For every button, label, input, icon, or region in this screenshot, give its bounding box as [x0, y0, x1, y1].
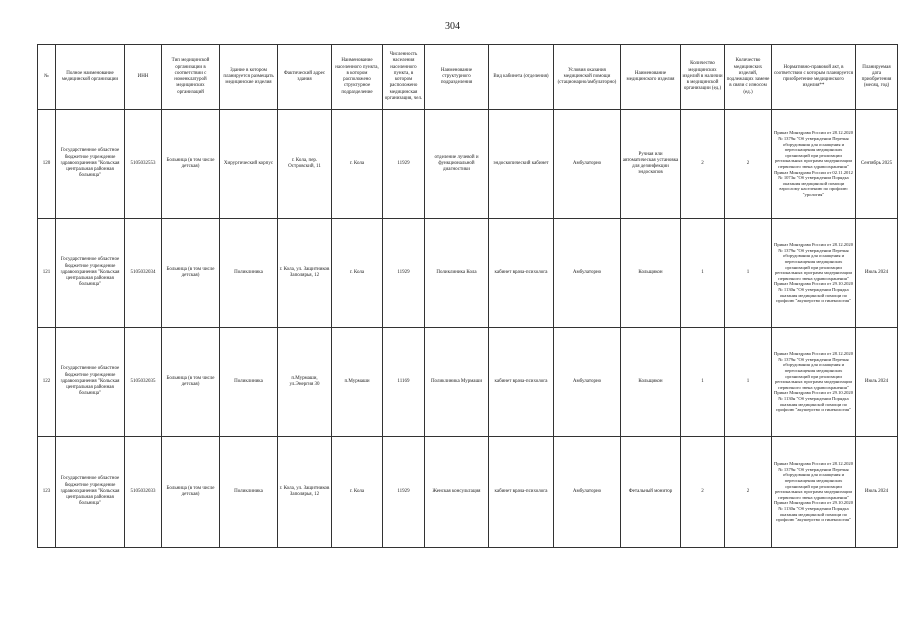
cell-device: Фетальный монитор	[621, 437, 681, 548]
cell-building: Хирургический корпус	[220, 110, 278, 219]
cell-unit: Поликлиника Кола	[425, 219, 489, 328]
cell-building: Поликлиника	[220, 437, 278, 548]
header-locality: Наименование населенного пункта, в котором расположено структурное подразделение	[332, 45, 383, 110]
table-body	[38, 110, 898, 548]
cell-cabinet: эндоскопический кабинет	[489, 110, 554, 219]
cell-planned-date: Сентябрь 2025	[856, 110, 898, 219]
cell-population: 11929	[383, 219, 425, 328]
cell-building: Поликлиника	[220, 328, 278, 437]
cell-conditions: Амбулаторно	[554, 219, 621, 328]
header-qty-have: Количество медицинских изделий в наличии в медицинской организации (ед.)	[681, 45, 725, 110]
cell-qty-have: 2	[681, 437, 725, 548]
header-qty-replace: Количество медицинских изделий, подлежащих замене в связи с износом (ед.)	[725, 45, 772, 110]
table-row	[38, 328, 898, 437]
cell-org-name: Государственное областное бюджетное учреждение здравоохранения "Кольская центральная районная больница"	[56, 110, 125, 219]
cell-org-type: Больница (в том числе детская)	[162, 437, 220, 548]
table-row	[38, 219, 898, 328]
header-number: №	[38, 45, 56, 110]
cell-building: Поликлиника	[220, 219, 278, 328]
table-row	[38, 437, 898, 548]
cell-unit: отделение лучевой и функциональной диагностики	[425, 110, 489, 219]
cell-device: Ручная или автоматическая установка для дезинфекции эндоскопов	[621, 110, 681, 219]
cell-locality: п.Мурмаши	[332, 328, 383, 437]
cell-cabinet: кабинет врача-психолога	[489, 219, 554, 328]
cell-legal-act: Приказ Минздрава России от 28.12.2020 № 1379н "Об утверждении Перечня оборудования для оснащения и переоснащения медицинских организаций при реализации региональных программ модернизации первичного звена здравоохранения" Приказ Минздрава России от 02.11.2012 № 1073н "Об утверждении Порядка оказания медицинской помощи взрослому населению по профилю "урология"	[772, 110, 856, 219]
cell-org-name: Государственное областное бюджетное учреждение здравоохранения "Кольская центральная районная больница"	[56, 328, 125, 437]
cell-device: Кольщикон	[621, 328, 681, 437]
header-unit: Наименование структурного подразделения	[425, 45, 489, 110]
header-building: Здание в котором планируется размещать медицинские изделия	[220, 45, 278, 110]
cell-legal-act: Приказ Минздрава России от 28.12.2020 № 1379н "Об утверждении Перечня оборудования для оснащения и переоснащения медицинских организаций при реализации региональных программ модернизации первичного звена здравоохранения" Приказ Минздрава России от 29.10.2020 № 1130н "Об утверждении Порядка оказания медицинской помощи по профилю "акушерство и гинекология"	[772, 437, 856, 548]
cell-qty-have: 1	[681, 328, 725, 437]
cell-qty-have: 1	[681, 219, 725, 328]
table-header	[38, 45, 898, 110]
cell-org-name: Государственное областное бюджетное учреждение здравоохранения "Кольская центральная районная больница"	[56, 219, 125, 328]
header-row	[38, 45, 898, 110]
cell-org-name: Государственное областное бюджетное учреждение здравоохранения "Кольская центральная районная больница"	[56, 437, 125, 548]
cell-qty-replace: 1	[725, 328, 772, 437]
cell-legal-act: Приказ Минздрава России от 28.12.2020 № 1379н "Об утверждении Перечня оборудования для оснащения и переоснащения медицинских организаций при реализации региональных программ модернизации первичного звена здравоохранения" Приказ Минздрава России от 29.10.2020 № 1130н "Об утверждении Порядка оказания медицинской помощи по профилю "акушерство и гинекология"	[772, 328, 856, 437]
page-number: 304	[445, 21, 460, 32]
cell-org-type: Больница (в том числе детская)	[162, 219, 220, 328]
header-address: Фактический адрес здания	[278, 45, 332, 110]
cell-address: п.Мурмаши, ул.Энергия 30	[278, 328, 332, 437]
cell-qty-have: 2	[681, 110, 725, 219]
header-legal-act: Нормативно-правовой акт, в соответствии с которым планируется приобретение медицинского изделия**	[772, 45, 856, 110]
cell-org-type: Больница (в том числе детская)	[162, 328, 220, 437]
cell-address: г. Кола, ул. Защитников Заполярья, 12	[278, 437, 332, 548]
cell-address: г. Кола, пер. Островский, 11	[278, 110, 332, 219]
cell-locality: г. Кола	[332, 437, 383, 548]
cell-legal-act: Приказ Минздрава России от 28.12.2020 № 1379н "Об утверждении Перечня оборудования для оснащения и переоснащения медицинских организаций при реализации региональных программ модернизации первичного звена здравоохранения" Приказ Минздрава России от 29.10.2020 № 1130н "Об утверждении Порядка оказания медицинской помощи по профилю "акушерство и гинекология"	[772, 219, 856, 328]
cell-cabinet: кабинет врача-психолога	[489, 328, 554, 437]
header-population: Численность населения населенного пункта, в котором расположено медицинская организация, чел.	[383, 45, 425, 110]
cell-qty-replace: 2	[725, 437, 772, 548]
header-planned-date: Планируемая дата приобретения (месяц, год)	[856, 45, 898, 110]
cell-locality: г. Кола	[332, 110, 383, 219]
cell-population: 11169	[383, 328, 425, 437]
header-org-name: Полное наименование медицинской организации	[56, 45, 125, 110]
cell-address: г. Кола, ул. Защитников Заполярья, 12	[278, 219, 332, 328]
header-cabinet: Вид кабинета (отделения)	[489, 45, 554, 110]
cell-locality: г. Кола	[332, 219, 383, 328]
cell-qty-replace: 1	[725, 219, 772, 328]
cell-conditions: Амбулаторно	[554, 328, 621, 437]
cell-conditions: Амбулаторно	[554, 437, 621, 548]
cell-inn: 5105032033	[125, 437, 162, 548]
header-device: Наименование медицинского изделия	[621, 45, 681, 110]
cell-device: Кольщикон	[621, 219, 681, 328]
cell-cabinet: кабинет врача-психолога	[489, 437, 554, 548]
cell-number: 121	[38, 219, 56, 328]
cell-unit: Поликлиника Мурмаши	[425, 328, 489, 437]
cell-population: 11929	[383, 437, 425, 548]
equipment-registry-table	[37, 44, 898, 548]
cell-inn: 5105032553	[125, 110, 162, 219]
cell-qty-replace: 2	[725, 110, 772, 219]
cell-unit: Женская консультация	[425, 437, 489, 548]
header-conditions: Условия оказания медицинской помощи (стационарно/амбулаторно)	[554, 45, 621, 110]
cell-org-type: Больница (в том числе детская)	[162, 110, 220, 219]
cell-planned-date: Июль 2024	[856, 437, 898, 548]
header-inn: ИНН	[125, 45, 162, 110]
header-org-type: Тип медицинской организации в соответствии с номенклатурой медицинских организаций	[162, 45, 220, 110]
cell-inn: 5105032034	[125, 219, 162, 328]
cell-number: 123	[38, 437, 56, 548]
cell-number: 122	[38, 328, 56, 437]
cell-planned-date: Июль 2024	[856, 328, 898, 437]
table-row	[38, 110, 898, 219]
cell-conditions: Амбулаторно	[554, 110, 621, 219]
cell-population: 11929	[383, 110, 425, 219]
cell-inn: 5105032035	[125, 328, 162, 437]
cell-planned-date: Июль 2024	[856, 219, 898, 328]
cell-number: 120	[38, 110, 56, 219]
